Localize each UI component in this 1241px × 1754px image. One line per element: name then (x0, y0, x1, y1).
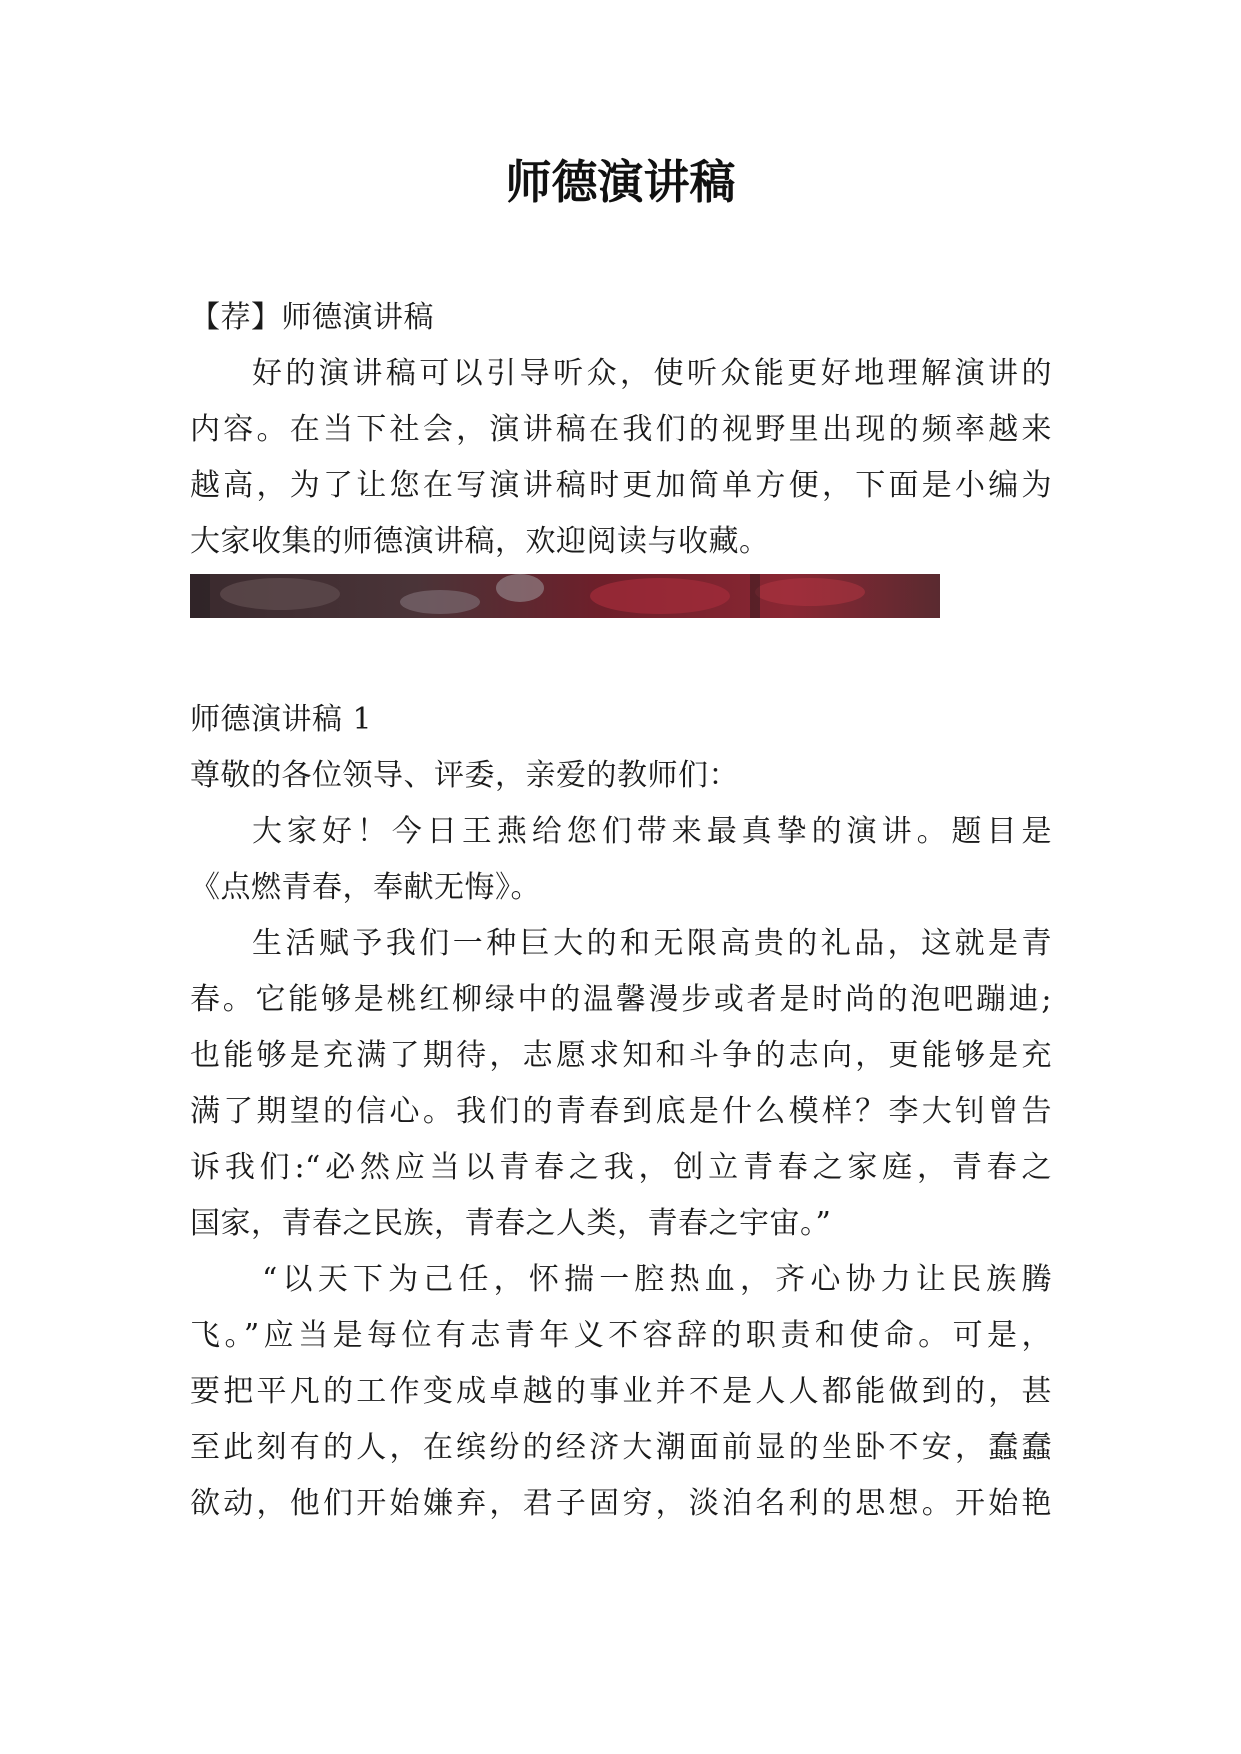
body-line: 飞。”应当是每位有志青年义不容辞的职责和使命。可是， (190, 1318, 1052, 1353)
body-line: 国家，青春之民族，青春之人类，青春之宇宙。” (190, 1206, 832, 1241)
body-line: 也能够是充满了期待，志愿求知和斗争的志向，更能够是充 (190, 1038, 1052, 1073)
body-line: 生活赋予我们一种巨大的和无限高贵的礼品，这就是青 (252, 926, 1052, 961)
section-heading: 师德演讲稿 1 (190, 702, 373, 737)
body-line: 诉我们:“必然应当以青春之我，创立青春之家庭，青春之 (190, 1150, 1052, 1185)
body-line: 满了期望的信心。我们的青春到底是什么模样？李大钊曾告 (190, 1094, 1052, 1129)
intro-line: 大家收集的师德演讲稿，欢迎阅读与收藏。 (190, 524, 770, 559)
body-line: 至此刻有的人，在缤纷的经济大潮面前显的坐卧不安，蠢蠢 (190, 1430, 1052, 1465)
salutation: 尊敬的各位领导、评委，亲爱的教师们： (190, 758, 739, 793)
body-line: 要把平凡的工作变成卓越的事业并不是人人都能做到的，甚 (190, 1374, 1052, 1409)
subtitle: 【荐】师德演讲稿 (190, 300, 434, 335)
document-title: 师德演讲稿 (505, 155, 736, 209)
body-line: 欲动，他们开始嫌弃，君子固穷，淡泊名利的思想。开始艳 (190, 1486, 1052, 1521)
intro-line: 内容。在当下社会，演讲稿在我们的视野里出现的频率越来 (190, 412, 1052, 447)
banner-image (190, 574, 940, 618)
intro-line: 好的演讲稿可以引导听众，使听众能更好地理解演讲的 (252, 356, 1052, 391)
intro-line: 越高，为了让您在写演讲稿时更加简单方便，下面是小编为 (190, 468, 1052, 503)
body-line: 大家好！今日王燕给您们带来最真挚的演讲。题目是 (252, 814, 1052, 849)
body-line: 《点燃青春，奉献无悔》。 (190, 870, 541, 905)
body-line: “以天下为己任，怀揣一腔热血，齐心协力让民族腾 (262, 1262, 1052, 1297)
body-line: 春。它能够是桃红柳绿中的温馨漫步或者是时尚的泡吧蹦迪; (190, 982, 1052, 1017)
